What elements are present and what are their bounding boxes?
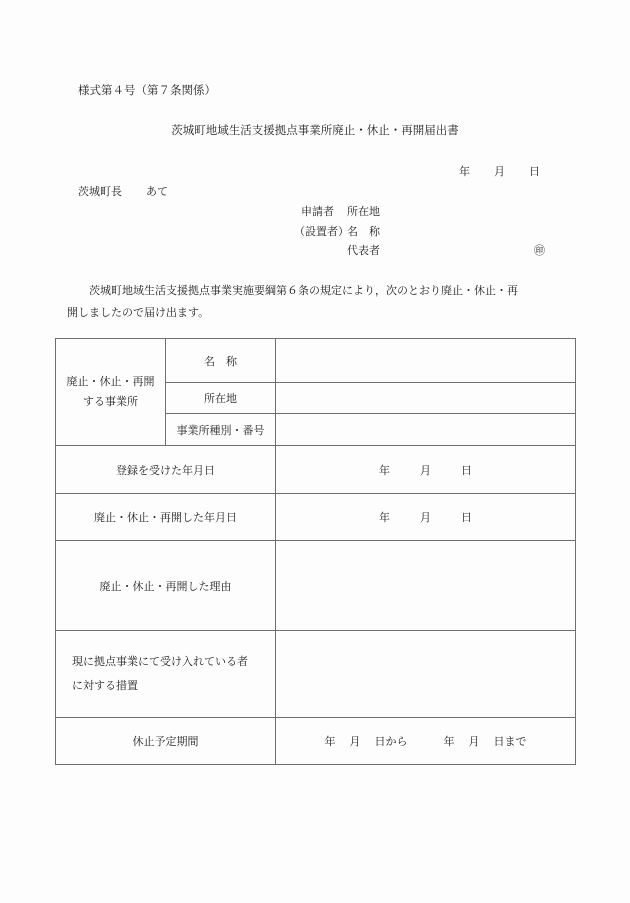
- facility-group-label-line2: する事業所: [83, 395, 138, 408]
- suspension-to-year: 年: [443, 735, 455, 748]
- facility-name-field[interactable]: [276, 339, 576, 383]
- table-row: [56, 718, 576, 765]
- facility-group-label: [56, 339, 166, 446]
- form-number: 様式第４号（第７条関係）: [78, 83, 216, 97]
- header-date-day: 日: [529, 165, 540, 178]
- change-date-day: 日: [461, 511, 472, 524]
- registration-date-year: 年: [379, 463, 390, 477]
- seal-mark: ㊞: [534, 244, 545, 257]
- body-text-line1: 茨城町地域生活支援拠点事業実施要綱第６条の規定により，次のとおり廃止・休止・再: [89, 284, 518, 297]
- suspension-period-field[interactable]: [276, 718, 576, 765]
- body-text: [67, 280, 558, 324]
- table-row: [56, 631, 576, 718]
- header-date-month: 月: [494, 165, 505, 178]
- table-row: [56, 541, 576, 631]
- change-date-field[interactable]: [276, 494, 576, 541]
- notification-table: [55, 338, 576, 765]
- header-date-year: 年: [459, 165, 470, 178]
- registration-date-field[interactable]: [276, 446, 576, 494]
- suspension-period-label: 休止予定期間: [56, 718, 276, 765]
- measures-label-line2: に対する措置: [72, 679, 138, 692]
- change-date-year: 年: [379, 511, 390, 524]
- table-row: [56, 494, 576, 541]
- applicant-representative-label: 代表者: [347, 244, 380, 257]
- suspension-from-month: 月: [349, 735, 361, 748]
- document-title: 茨城町地域生活支援拠点事業所廃止・休止・再開届出書: [171, 123, 459, 137]
- measures-label: [56, 631, 276, 718]
- suspension-to-month: 月: [468, 735, 480, 748]
- table-row: [56, 339, 576, 383]
- facility-group-label-line1: 廃止・休止・再開: [66, 375, 155, 388]
- measures-label-line1: 現に拠点事業にて受け入れている者: [72, 655, 248, 668]
- facility-type-number-field[interactable]: [276, 414, 576, 446]
- applicant-address-label: 所在地: [347, 205, 380, 218]
- facility-type-number-label: 事業所種別・番号: [166, 414, 276, 446]
- change-date-month: 月: [420, 511, 431, 524]
- applicant-label: 申請者: [301, 205, 334, 218]
- registration-date-month: 月: [420, 463, 431, 477]
- suspension-from-day: 日から: [374, 735, 408, 748]
- reason-label: 廃止・休止・再開した理由: [56, 541, 276, 631]
- body-text-line2: 開しましたので届け出ます。: [67, 306, 210, 319]
- addressee-suffix: あて: [146, 185, 168, 198]
- facility-name-label: 名 称: [166, 339, 276, 383]
- registration-date-day: 日: [461, 463, 472, 477]
- applicant-name-label: 名 称: [347, 225, 380, 238]
- addressee-name: 茨城町長: [78, 185, 122, 198]
- suspension-from-year: 年: [324, 735, 336, 748]
- facility-address-field[interactable]: [276, 383, 576, 414]
- suspension-to-day: 日まで: [493, 735, 527, 748]
- change-date-label: 廃止・休止・再開した年月日: [56, 494, 276, 541]
- facility-address-label: 所在地: [166, 383, 276, 414]
- measures-field[interactable]: [276, 631, 576, 718]
- reason-field[interactable]: [276, 541, 576, 631]
- addressee: [78, 183, 168, 199]
- applicant-founder-label: （設置者）: [294, 225, 349, 238]
- registration-date-label: 登録を受けた年月日: [56, 446, 276, 494]
- table-row: [56, 446, 576, 494]
